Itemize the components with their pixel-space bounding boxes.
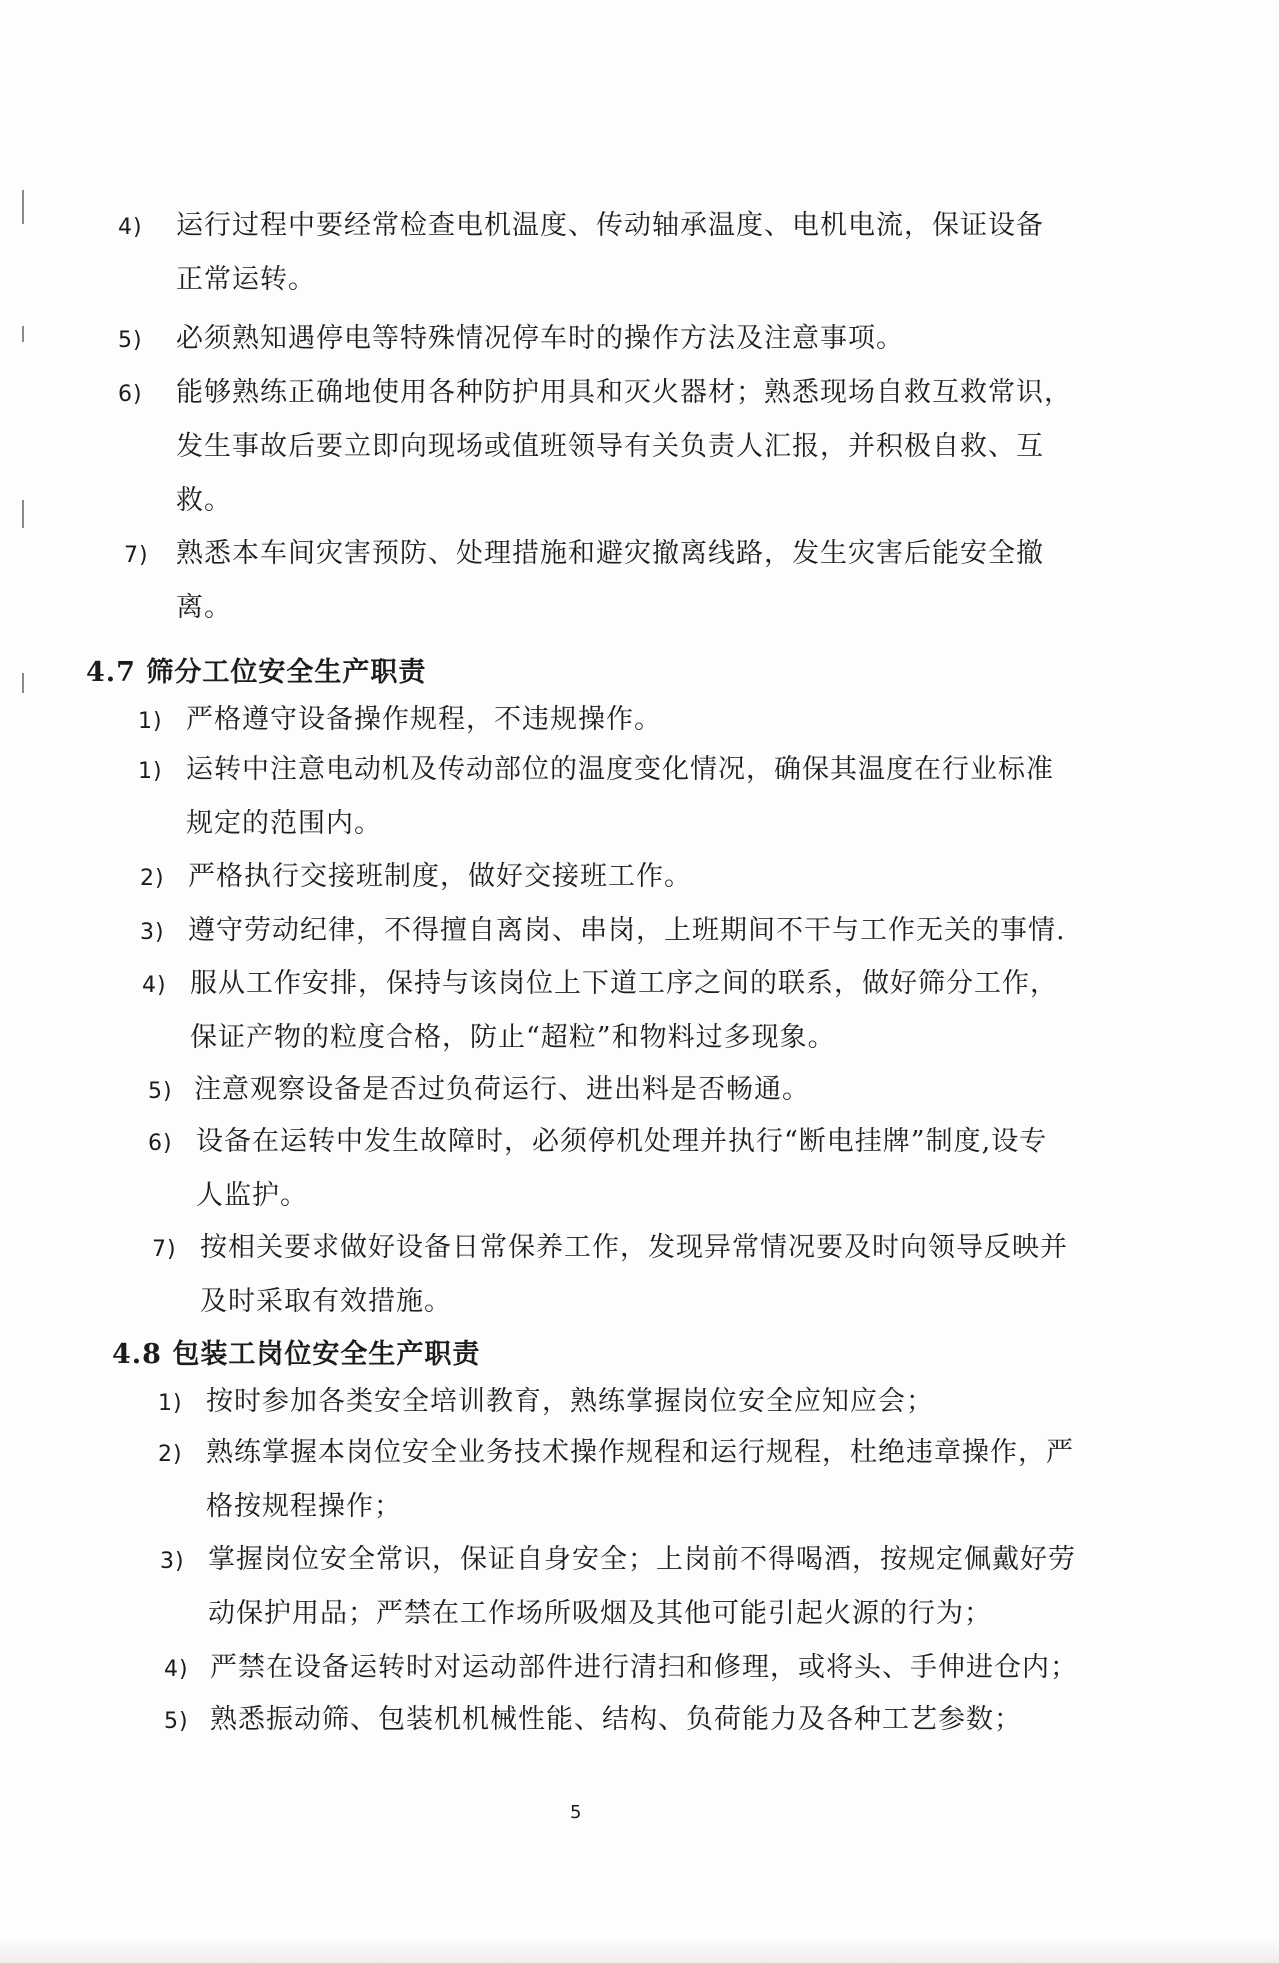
item-number: 1) — [158, 1391, 183, 1416]
item-text-line: 发生事故后要立即向现场或值班领导有关负责人汇报，并积极自救、互 — [176, 431, 1044, 462]
item-text-line: 动保护用品；严禁在工作场所吸烟及其他可能引起火源的行为； — [208, 1598, 992, 1629]
item-text-line: 注意观察设备是否过负荷运行、进出料是否畅通。 — [194, 1074, 810, 1105]
item-text-line: 掌握岗位安全常识，保证自身安全；上岗前不得喝酒，按规定佩戴好劳 — [208, 1544, 1076, 1575]
item-number: 2) — [140, 866, 165, 891]
item-number: 6) — [118, 382, 143, 407]
item-number: 4) — [118, 215, 143, 240]
item-number: 1) — [138, 709, 163, 734]
item-text-line: 按时参加各类安全培训教育，熟练掌握岗位安全应知应会； — [206, 1386, 934, 1417]
item-text-line: 熟悉本车间灾害预防、处理措施和避灾撤离线路，发生灾害后能安全撤 — [176, 538, 1044, 569]
item-number: 4) — [142, 973, 167, 998]
item-text-line: 按相关要求做好设备日常保养工作，发现异常情况要及时向领导反映并 — [200, 1232, 1068, 1263]
item-text-line: 正常运转。 — [176, 264, 316, 295]
item-text-line: 运行过程中要经常检查电机温度、传动轴承温度、电机电流，保证设备 — [176, 210, 1044, 241]
item-text-line: 服从工作安排，保持与该岗位上下道工序之间的联系，做好筛分工作， — [190, 968, 1058, 999]
item-text-line: 严禁在设备运转时对运动部件进行清扫和修理，或将头、手伸进仓内； — [210, 1652, 1078, 1683]
section-heading: 4.7 筛分工位安全生产职责 — [86, 657, 427, 688]
section-heading: 4.8 包装工岗位安全生产职责 — [112, 1339, 481, 1370]
item-text-line: 严格遵守设备操作规程，不违规操作。 — [186, 704, 662, 735]
item-text-line: 必须熟知遇停电等特殊情况停车时的操作方法及注意事项。 — [176, 323, 904, 354]
item-text-line: 严格执行交接班制度，做好交接班工作。 — [188, 861, 692, 892]
item-text-line: 运转中注意电动机及传动部位的温度变化情况，确保其温度在行业标准 — [186, 754, 1054, 785]
item-text-line: 格按规程操作； — [206, 1491, 402, 1522]
scan-mark — [22, 326, 24, 342]
item-text-line: 遵守劳动纪律，不得擅自离岗、串岗，上班期间不干与工作无关的事情. — [188, 915, 1066, 946]
item-number: 7) — [124, 543, 149, 568]
item-text-line: 救。 — [176, 485, 232, 516]
item-text-line: 人监护。 — [196, 1180, 308, 1211]
page-number: 5 — [570, 1802, 582, 1823]
item-number: 3) — [160, 1549, 185, 1574]
item-number: 4) — [164, 1657, 189, 1682]
item-text-line: 保证产物的粒度合格，防止“超粒”和物料过多现象。 — [190, 1022, 836, 1053]
item-number: 3) — [140, 920, 165, 945]
item-number: 5) — [118, 328, 143, 353]
item-number: 6) — [148, 1131, 173, 1156]
item-number: 5) — [164, 1709, 189, 1734]
scan-bottom-edge — [0, 1938, 1279, 1963]
scan-mark — [22, 673, 24, 693]
item-number: 1) — [138, 759, 163, 784]
item-text-line: 熟悉振动筛、包装机机械性能、结构、负荷能力及各种工艺参数； — [210, 1704, 1022, 1735]
item-number: 5) — [148, 1079, 173, 1104]
item-text-line: 离。 — [176, 592, 232, 623]
scan-mark — [22, 500, 24, 528]
item-text-line: 设备在运转中发生故障时，必须停机处理并执行“断电挂牌”制度,设专 — [196, 1126, 1048, 1157]
item-text-line: 熟练掌握本岗位安全业务技术操作规程和运行规程，杜绝违章操作，严 — [206, 1437, 1074, 1468]
item-text-line: 能够熟练正确地使用各种防护用具和灭火器材；熟悉现场自救互救常识， — [176, 377, 1072, 408]
scan-mark — [22, 190, 24, 224]
item-text-line: 规定的范围内。 — [186, 808, 382, 839]
item-number: 7) — [152, 1237, 177, 1262]
item-text-line: 及时采取有效措施。 — [200, 1286, 452, 1317]
item-number: 2) — [158, 1442, 183, 1467]
